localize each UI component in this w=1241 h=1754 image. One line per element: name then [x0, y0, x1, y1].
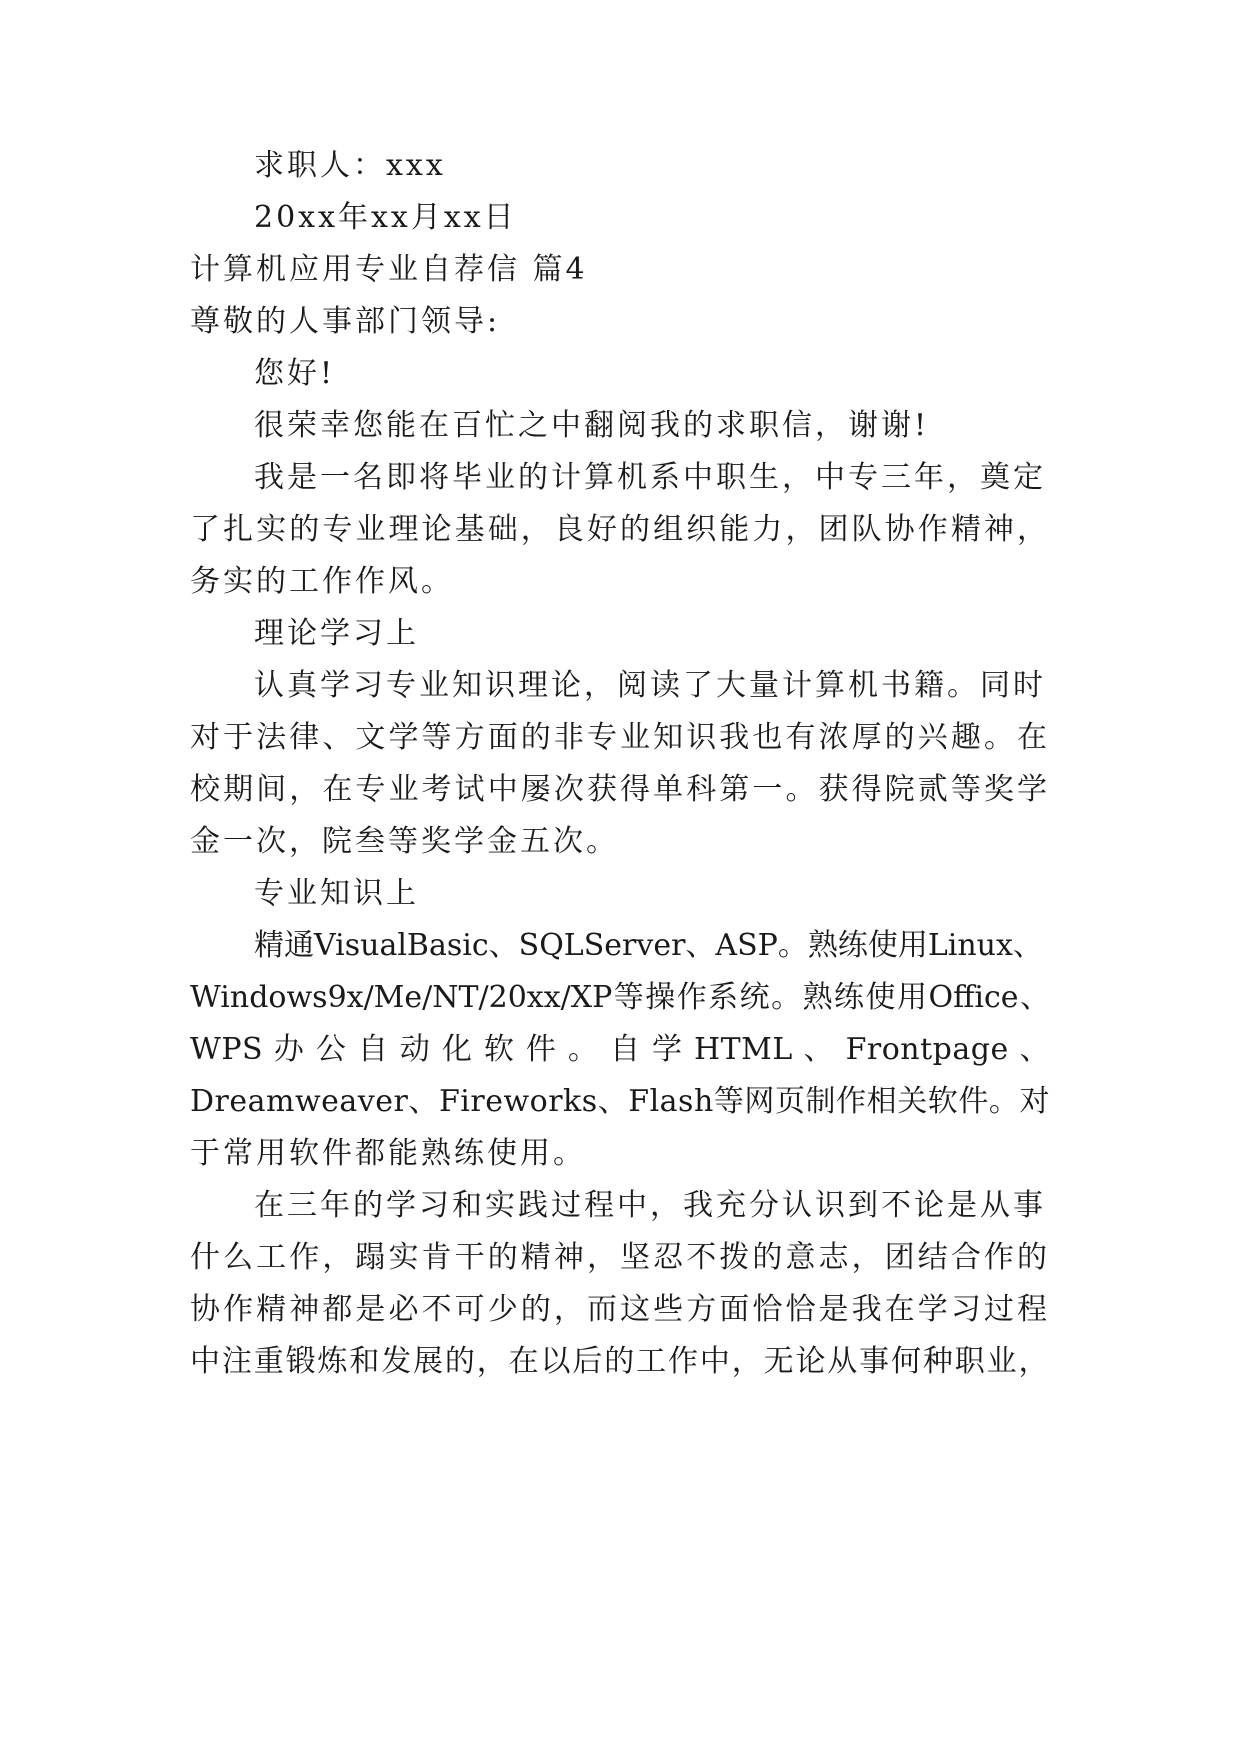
text-line: 很荣幸您能在百忙之中翻阅我的求职信，谢谢! [254, 408, 930, 443]
text-line: 金一次，院叁等奖学金五次。 [190, 824, 619, 859]
text-line: 校期间，在专业考试中屡次获得单科第一。获得院贰等奖学 [190, 772, 1050, 807]
text-line: 计算机应用专业自荐信 篇4 [190, 252, 588, 287]
text-line: 精通VisualBasic、SQLServer、ASP。熟练使用Linux、 [254, 928, 1043, 963]
text-line: Dreamweaver、Fireworks、Flash等网页制作相关软件。对 [190, 1084, 1050, 1119]
text-line: Windows9x/Me/NT/20xx/XP等操作系统。熟练使用Office、 [190, 980, 1050, 1015]
text-line: WPS 办 公 自 动 化 软 件 。 自 学 HTML 、 Frontpage 、 [190, 1032, 1050, 1067]
text-line: 认真学习专业知识理论，阅读了大量计算机书籍。同时 [254, 668, 1046, 703]
text-line: 求职人：xxx [254, 148, 446, 183]
text-line: 中注重锻炼和发展的，在以后的工作中，无论从事何种职业， [190, 1344, 1050, 1379]
text-line: 我是一名即将毕业的计算机系中职生，中专三年，奠定 [254, 460, 1046, 495]
text-line: 协作精神都是必不可少的，而这些方面恰恰是我在学习过程 [190, 1292, 1050, 1327]
text-line: 20xx年xx月xx日 [254, 200, 517, 235]
text-line: 在三年的学习和实践过程中，我充分认识到不论是从事 [254, 1188, 1046, 1223]
text-line: 尊敬的人事部门领导: [190, 304, 501, 339]
text-line: 理论学习上 [254, 616, 419, 651]
text-line: 您好! [254, 356, 336, 391]
text-line: 专业知识上 [254, 876, 419, 911]
text-line: 什么工作，蹋实肯干的精神，坚忍不拨的意志，团结合作的 [190, 1240, 1050, 1275]
text-line: 于常用软件都能熟练使用。 [190, 1136, 586, 1171]
text-line: 了扎实的专业理论基础，良好的组织能力，团队协作精神， [190, 512, 1050, 547]
text-line: 对于法律、文学等方面的非专业知识我也有浓厚的兴趣。在 [190, 720, 1050, 755]
text-line: 务实的工作作风。 [190, 564, 454, 599]
